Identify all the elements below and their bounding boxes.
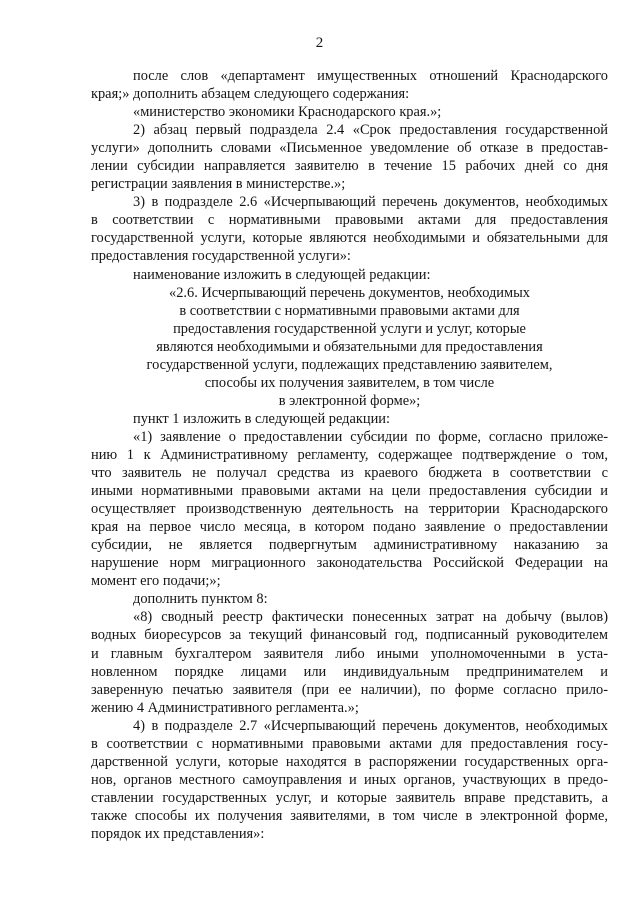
text-line: также способы их получения заявителями, в том числе в электронной форме, <box>91 807 608 824</box>
text-line: дополнить пунктом 8: <box>133 591 268 608</box>
text-line: лении субсидии направляется заявителю в течение 15 рабочих дней со дня <box>91 158 608 175</box>
text-line: осуществляет производственную деятельность на территории Краснодарского <box>91 501 608 518</box>
text-line: в электронной форме»; <box>278 392 421 409</box>
text-line: в соответствии с нормативными правовыми актами для <box>179 302 520 319</box>
text-line: пункт 1 изложить в следующей редакции: <box>133 410 390 427</box>
text-line: порядок их представления»: <box>91 825 265 842</box>
text-line: регистрации заявления в министерстве.»; <box>91 176 346 193</box>
document-body <box>91 67 608 843</box>
text-line: водных биоресурсов за текущий финансовый год, подписанный руководителем <box>91 627 608 644</box>
text-line: края на первое число месяца, в котором подано заявление о предоставлении <box>91 519 608 536</box>
text-line: дарственной услуги, которые находятся в распоряжении государственных орга- <box>91 753 608 770</box>
text-line: нарушение норм миграционного законодательства Российской Федерации на <box>91 555 608 572</box>
text-line: края;» дополнить абзацем следующего содержания: <box>91 86 410 103</box>
text-line: и главным бухгалтером заявителя либо иными уполномоченными в уста- <box>91 645 608 662</box>
text-line: «2.6. Исчерпывающий перечень документов, необходимых <box>169 284 530 301</box>
text-line: в соответствии с нормативными правовыми актами для предоставления <box>91 212 608 229</box>
text-line: заверенную печатью заявителя (при ее наличии), по форме согласно прило- <box>91 681 608 698</box>
text-line: нов, органов местного самоуправления и иных органов, участвующих в предо- <box>91 771 608 788</box>
text-line: новленном порядке лицами или индивидуальным предпринимателем и <box>91 663 608 680</box>
text-line: государственной услуги, подлежащих представлению заявителем, <box>146 356 553 373</box>
text-line: субсидии, не является подвергнутым административному наказанию за <box>91 537 608 554</box>
text-line: в соответствии с нормативными правовыми актами для предоставления госу- <box>91 735 608 752</box>
text-line: иными нормативными правовыми актами на цели предоставления субсидии и <box>91 483 608 500</box>
text-line: 4) в подразделе 2.7 «Исчерпывающий перечень документов, необходимых <box>133 717 608 734</box>
text-line: предоставления государственной услуги»: <box>91 248 351 265</box>
text-line: предоставления государственной услуги и услуг, которые <box>173 320 526 337</box>
text-line: жению 4 Административного регламента.»; <box>91 699 359 716</box>
text-line: 3) в подразделе 2.6 «Исчерпывающий перечень документов, необходимых <box>133 194 608 211</box>
text-line: являются необходимыми и обязательными для предоставления <box>156 338 543 355</box>
page-number: 2 <box>315 35 324 51</box>
text-line: что заявитель не получал средства из краевого бюджета в соответствии с <box>91 465 608 482</box>
text-line: 2) абзац первый подраздела 2.4 «Срок предоставления государственной <box>133 122 608 139</box>
text-line: после слов «департамент имущественных отношений Краснодарского <box>133 68 608 84</box>
text-line: ставлении государственных услуг, и которые заявитель вправе представить, а <box>91 789 608 806</box>
text-line: момент его подачи;»; <box>91 573 221 590</box>
text-line: способы их получения заявителем, в том числе <box>204 374 495 391</box>
text-line: наименование изложить в следующей редакции: <box>133 266 431 283</box>
text-line: нию 1 к Административному регламенту, содержащее подтверждение о том, <box>91 446 608 463</box>
text-line: «1) заявление о предоставлении субсидии по форме, согласно приложе- <box>133 428 608 445</box>
text-line: государственной услуги, которые являются необходимыми и обязательными для <box>91 230 608 247</box>
text-line: услуги» дополнить словами «Письменное уведомление об отказе в предостав- <box>91 140 608 157</box>
text-line: «министерство экономики Краснодарского края.»; <box>133 104 442 121</box>
text-line: «8) сводный реестр фактически понесенных затрат на добычу (вылов) <box>133 609 608 626</box>
